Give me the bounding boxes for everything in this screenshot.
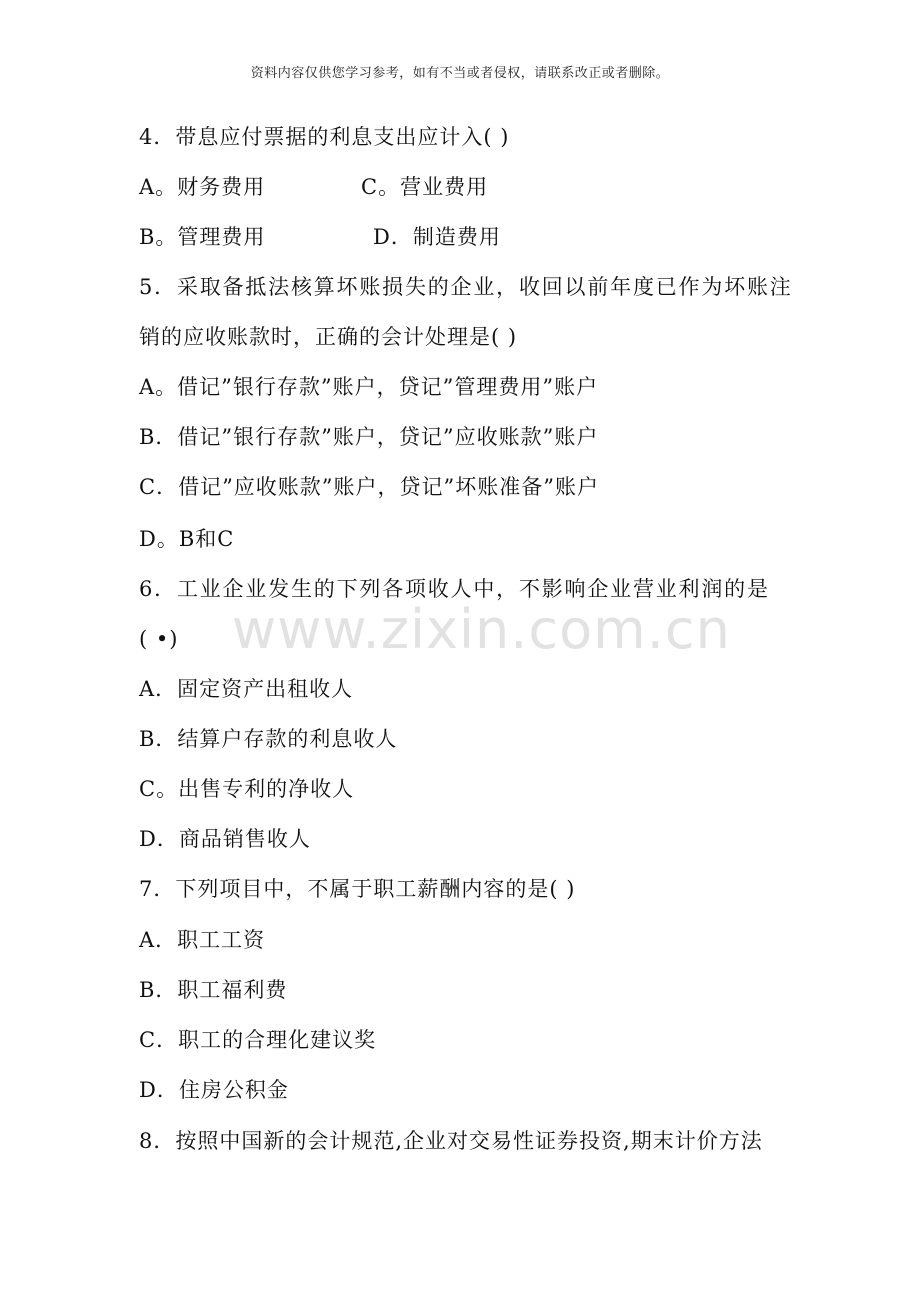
question-4-options-row-2 <box>139 222 501 252</box>
option-d: D．制造费用 <box>373 225 501 249</box>
option-a: A。财务费用 <box>139 175 266 199</box>
option-b: B。管理费用 <box>139 225 266 249</box>
option-c: C。营业费用 <box>361 175 489 199</box>
question-6-option-a: A．固定资产出租收人 <box>139 677 354 701</box>
question-5-option-b: B．借记”银行存款”账户，贷记”应收账款”账户 <box>139 425 599 449</box>
question-7-option-c: C．职工的合理化建议奖 <box>139 1028 377 1052</box>
question-7: 7．下列项目中，不属于职工薪酬内容的是( ) <box>139 877 576 901</box>
question-6-line-1: 6．工业企业发生的下列各项收人中，不影响企业营业利润的是 <box>139 577 770 601</box>
question-5-line-2: 销的应收账款时，正确的会计处理是( ) <box>139 325 518 349</box>
question-5-option-d: D。B和C <box>139 527 235 551</box>
disclaimer-header: 资料内容仅供您学习参考，如有不当或者侵权，请联系改正或者删除。 <box>250 66 670 81</box>
question-7-option-a: A．职工工资 <box>139 928 266 952</box>
question-6-option-d: D．商品销售收人 <box>139 827 311 851</box>
question-4-options-row-1 <box>139 172 489 202</box>
question-6-option-c: C。出售专利的净收人 <box>139 777 355 801</box>
question-4: 4．带息应付票据的利息支出应计入( ) <box>139 125 510 149</box>
question-5-option-a: A。借记”银行存款”账户，贷记”管理费用”账户 <box>139 375 599 399</box>
question-6-option-b: B．结算户存款的利息收人 <box>139 727 398 751</box>
question-8-line-1: 8．按照中国新的会计规范,企业对交易性证券投资,期末计价方法 <box>139 1129 763 1153</box>
watermark: www.zixin.com.cn <box>232 598 731 661</box>
question-7-option-b: B．职工福利费 <box>139 978 288 1002</box>
question-5-line-1: 5．采取备抵法核算坏账损失的企业，收回以前年度已作为坏账注 <box>139 275 793 299</box>
question-6-line-2: ( •) <box>139 627 179 651</box>
question-7-option-d: D．住房公积金 <box>139 1078 289 1102</box>
question-5-option-c: C．借记”应收账款”账户，贷记”坏账准备”账户 <box>139 475 600 499</box>
